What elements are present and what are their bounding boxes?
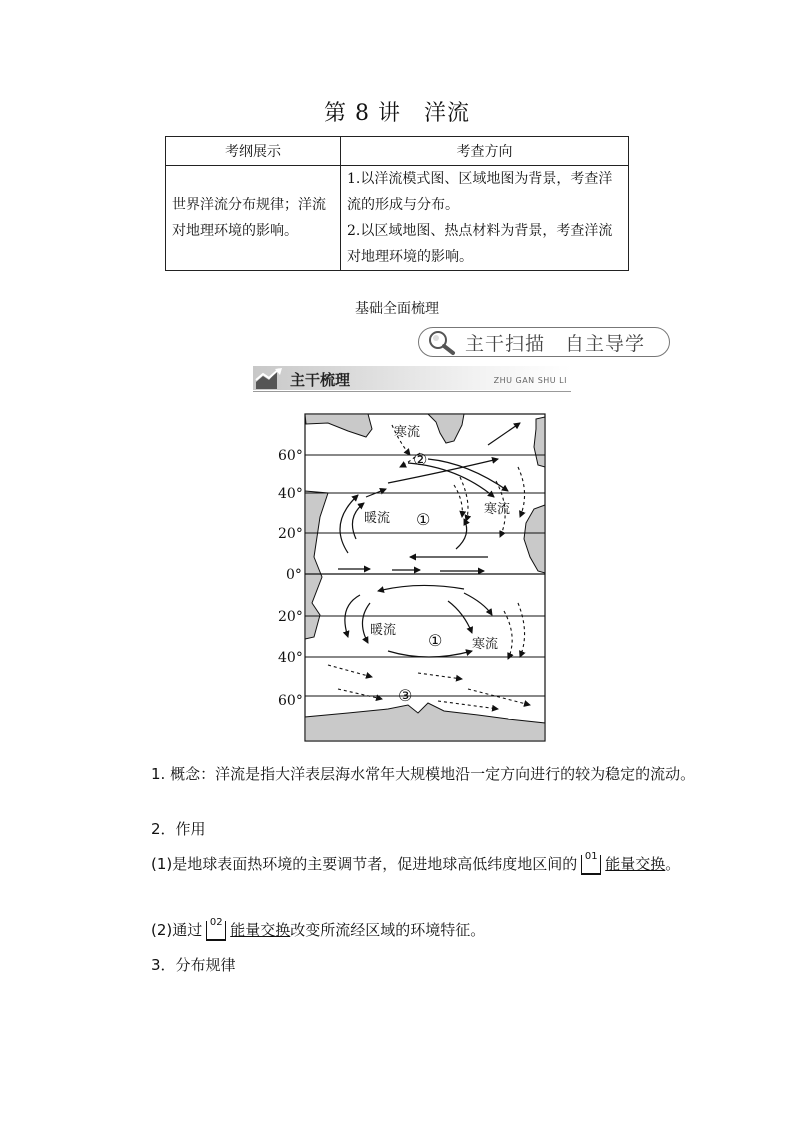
circle-label-3: ③ bbox=[398, 686, 413, 705]
outline-table bbox=[165, 136, 629, 271]
scan-pill-text: 主干扫描 自主导学 bbox=[465, 332, 646, 355]
lat-label-0: 0° bbox=[286, 567, 302, 583]
lat-label-40n: 40° bbox=[278, 486, 303, 502]
magnifier-icon bbox=[425, 328, 459, 356]
circle-label-1-south: ① bbox=[428, 631, 443, 650]
scan-pill bbox=[418, 327, 670, 357]
answer-box-01-number: 01 bbox=[584, 851, 598, 862]
page-title: 第 8 讲 洋流 bbox=[324, 101, 470, 126]
label-warm-north: 暖流 bbox=[364, 511, 391, 526]
banner-rule bbox=[253, 391, 571, 392]
outline-header-syllabus: 考纲展示 bbox=[166, 137, 341, 166]
lat-label-20s: 20° bbox=[278, 609, 303, 625]
paragraph-function-2 bbox=[121, 916, 706, 944]
label-cold-right: 寒流 bbox=[484, 502, 511, 517]
circle-label-1-north: ① bbox=[416, 510, 431, 529]
function-2-post: 改变所流经区域的环境特征。 bbox=[290, 921, 486, 939]
concept-text: 洋流是指大洋表层海水常年大规模地沿一定方向进行的较为稳定的流动。 bbox=[215, 765, 696, 783]
banner-text: 主干梳理 bbox=[290, 371, 351, 389]
lat-label-60s: 60° bbox=[278, 693, 303, 709]
lat-label-40s: 40° bbox=[278, 650, 303, 666]
lat-label-20n: 20° bbox=[278, 526, 303, 542]
lat-label-60n: 60° bbox=[278, 448, 303, 464]
banner-subtitle: ZHU GAN SHU LI bbox=[493, 376, 567, 385]
function-1-end: 。 bbox=[665, 855, 681, 873]
trend-chart-icon bbox=[255, 368, 283, 390]
answer-02-text: 能量交换 bbox=[230, 921, 291, 939]
section-banner bbox=[253, 364, 571, 392]
answer-box-02 bbox=[204, 919, 228, 941]
heading-distribution: 3．分布规律 bbox=[151, 956, 236, 974]
outline-direction-1: 1.以洋流模式图、区域地图为背景，考查洋流的形成与分布。 bbox=[347, 171, 613, 213]
outline-direction-cell bbox=[341, 166, 629, 271]
concept-label: 概念： bbox=[170, 765, 216, 783]
answer-box-02-number: 02 bbox=[209, 917, 223, 928]
label-cold-south: 寒流 bbox=[472, 637, 499, 652]
circle-label-2: ② bbox=[413, 450, 428, 469]
function-1-text: (1)是地球表面热环境的主要调节者，促进地球高低纬度地区间的 bbox=[151, 855, 578, 873]
section-title: 基础全面梳理 bbox=[355, 301, 439, 317]
outline-syllabus-cell: 世界洋流分布规律；洋流对地理环境的影响。 bbox=[166, 166, 341, 271]
answer-01-text: 能量交换 bbox=[605, 855, 666, 873]
paragraph-function-1 bbox=[121, 850, 706, 878]
ocean-current-map bbox=[268, 407, 552, 747]
label-cold-top: 寒流 bbox=[394, 425, 421, 440]
label-warm-south: 暖流 bbox=[370, 623, 397, 638]
outline-header-direction: 考查方向 bbox=[341, 137, 629, 166]
heading-function: 2．作用 bbox=[151, 820, 206, 838]
concept-number: 1. bbox=[151, 765, 166, 783]
outline-direction-2: 2.以区域地图、热点材料为背景，考查洋流对地理环境的影响。 bbox=[347, 223, 613, 265]
function-2-pre: (2)通过 bbox=[151, 921, 203, 939]
answer-box-01 bbox=[579, 853, 603, 875]
paragraph-concept bbox=[121, 760, 706, 788]
